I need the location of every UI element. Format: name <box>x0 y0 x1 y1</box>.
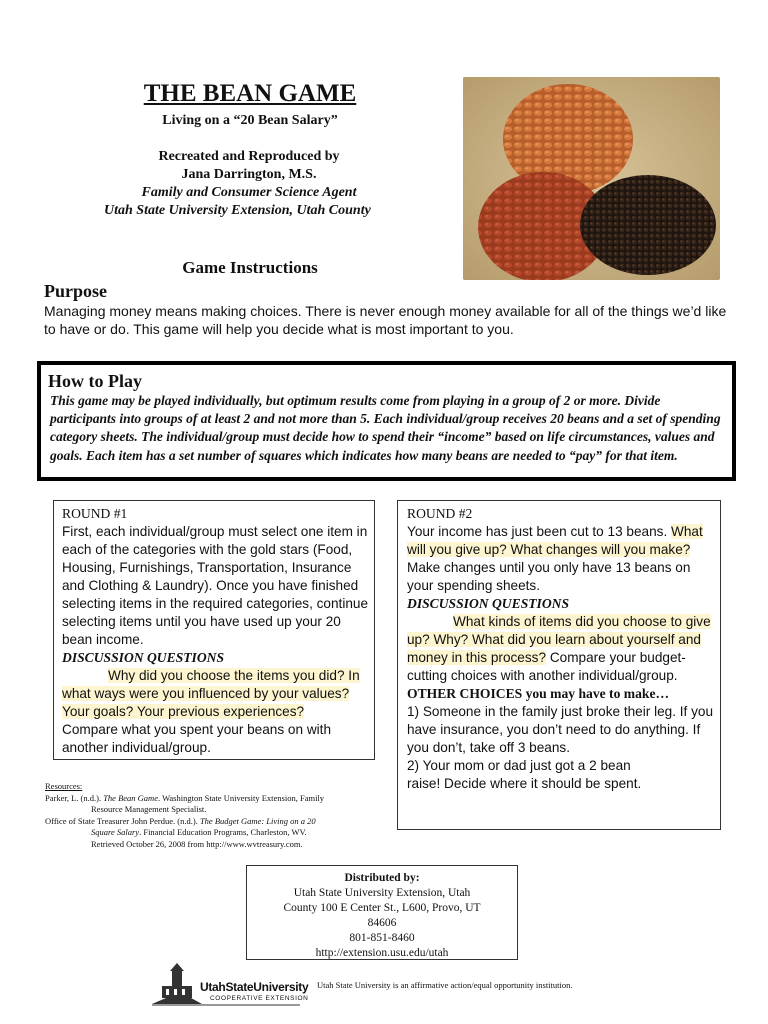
resource-1-cont: Resource Management Specialist. <box>91 804 207 814</box>
round1-heading: ROUND #1 <box>62 506 128 521</box>
recreated-by: Recreated and Reproduced by <box>158 149 340 164</box>
resource-2: Office of State Treasurer John Perdue. (n.d.). The Budget Game: Living on a 20 <box>45 815 316 826</box>
round2-compare: Compare your budget-cutting choices with another individual/group. <box>407 650 686 683</box>
author-role: Family and Consumer Science Agent <box>141 185 357 200</box>
how-to-play-heading: How to Play <box>48 371 142 391</box>
credits <box>104 148 404 220</box>
distributed-phone: 801-851-8460 <box>349 932 415 944</box>
choice-2: 2) Your mom or dad just got a 2 bean raise! Decide where it should be spent. <box>407 758 642 791</box>
round1-discussion <box>62 667 374 721</box>
round2-heading: ROUND #2 <box>407 506 473 521</box>
round2-instruction: Make changes until you only have 13 beans on your spending sheets. <box>407 560 691 593</box>
logo-name: UtahStateUniversity <box>200 980 309 994</box>
distributed-line: 84606 <box>367 917 397 929</box>
round1-discussion-text: Why did you choose the items you did? In what ways were you influenced by your values? Your goals? Your previous experiences? <box>62 668 360 719</box>
distributed-line: County 100 E Center St., L600, Provo, UT <box>283 902 481 914</box>
distributed-box <box>246 865 518 960</box>
section-title: Game Instructions <box>182 258 318 277</box>
round1-box <box>53 500 375 760</box>
distributed-url: http://extension.usu.edu/utah <box>315 947 449 959</box>
purpose-text: Managing money means making choices. There is never enough money available for all of the things we’d like to have or do. This game will help you decide what is most important to you. <box>44 303 727 337</box>
resource-2-retrieved: Retrieved October 26, 2008 from http://www.wvtreasury.com. <box>91 838 303 849</box>
affirmative-statement: Utah State University is an affirmative action/equal opportunity institution. <box>317 980 573 990</box>
how-to-play-text: This game may be played individually, but optimum results come from playing in a group of 2 or more. Divide participants into groups of at least 2 and not more than 5. Each individual/group receives 20 beans and a set of spending category sheets. The individual/group must decide how to spend their “income” based on life circumstances, values and goals. Each item has a set number of squares which indicates how many beans are needed to “pay” for that item. <box>50 393 721 463</box>
purpose-heading: Purpose <box>44 281 107 301</box>
author-org: Utah State University Extension, Utah County <box>104 203 371 218</box>
resource-1: Parker, L. (n.d.). The Bean Game. Washington State University Extension, Family <box>45 792 325 803</box>
round2-discussion-heading: DISCUSSION QUESTIONS <box>407 596 570 611</box>
how-to-play-box <box>37 361 736 481</box>
logo-sub: COOPERATIVE EXTENSION <box>210 995 309 1002</box>
page-title: THE BEAN GAME <box>143 80 357 107</box>
round2-box <box>397 500 721 830</box>
resource-2-cont: Square Salary. Financial Education Programs, Charleston, WV. <box>91 827 307 837</box>
round2-question: What will you give up? What changes will you make? <box>407 524 703 557</box>
round1-discussion-heading: DISCUSSION QUESTIONS <box>62 650 225 665</box>
round1-text: First, each individual/group must select one item in each of the categories with the gold stars (Food, Housing, Furnishings, Transportation, Insurance and Clothing & Laundry). Once you have finished selecting items in the required categories, continue selecting items until you have used up your 20 bean income. <box>62 524 369 647</box>
round2-discussion-text: What kinds of items did you choose to give up? Why? What did you learn about yourself and money in this process? <box>407 614 711 665</box>
round2-intro <box>407 523 720 595</box>
usu-logo <box>150 962 310 1008</box>
round2-income-text: Your income has just been cut to 13 beans. <box>407 524 668 539</box>
resources <box>45 781 385 850</box>
round2-discussion <box>407 613 720 685</box>
distributed-line: Utah State University Extension, Utah <box>293 887 471 899</box>
page-subtitle: Living on a “20 Bean Salary” <box>162 113 338 128</box>
distributed-heading: Distributed by: <box>344 872 420 884</box>
resources-heading: Resources: <box>45 781 83 791</box>
author-name: Jana Darrington, M.S. <box>181 167 317 182</box>
beans-photo <box>463 77 720 280</box>
round1-compare: Compare what you spent your beans on with another individual/group. <box>62 722 332 755</box>
other-choices-heading: OTHER CHOICES you may have to make… <box>407 686 670 701</box>
choice-1: 1) Someone in the family just broke their leg. If you have insurance, you don’t need to do anything. If you don’t, take off 3 beans. <box>407 704 714 755</box>
